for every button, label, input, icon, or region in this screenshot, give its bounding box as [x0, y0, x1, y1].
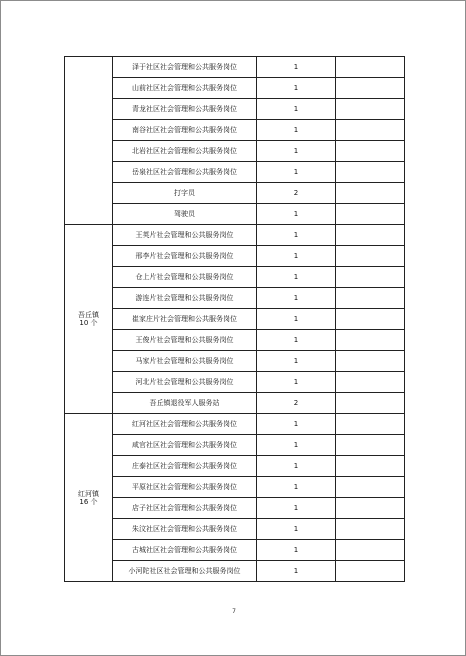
- remarks-cell: [336, 456, 405, 477]
- post-count-cell: 1: [257, 57, 336, 78]
- table-row: [65, 246, 405, 267]
- post-name-cell: 青龙社区社会管理和公共服务岗位: [113, 99, 257, 120]
- table-row: [65, 372, 405, 393]
- remarks-cell: [336, 393, 405, 414]
- table-row: [65, 99, 405, 120]
- remarks-cell: [336, 267, 405, 288]
- post-name-cell: 打字员: [113, 183, 257, 204]
- positions-table-body: [65, 57, 405, 582]
- remarks-cell: [336, 78, 405, 99]
- post-name-cell: 邢李片社会管理和公共服务岗位: [113, 246, 257, 267]
- table-row: [65, 78, 405, 99]
- remarks-cell: [336, 561, 405, 582]
- table-row: [65, 351, 405, 372]
- remarks-cell: [336, 141, 405, 162]
- remarks-cell: [336, 246, 405, 267]
- post-name-cell: 河北片社会管理和公共服务岗位: [113, 372, 257, 393]
- post-count-cell: 1: [257, 204, 336, 225]
- post-name-cell: 吾丘镇退役军人服务站: [113, 393, 257, 414]
- post-count-cell: 1: [257, 162, 336, 183]
- post-name-cell: 泽于社区社会管理和公共服务岗位: [113, 57, 257, 78]
- remarks-cell: [336, 162, 405, 183]
- post-name-cell: 朱汶社区社会管理和公共服务岗位: [113, 519, 257, 540]
- post-count-cell: 1: [257, 141, 336, 162]
- remarks-cell: [336, 57, 405, 78]
- town-total: 10 个: [79, 319, 98, 327]
- table-row: [65, 204, 405, 225]
- town-cell: [65, 225, 113, 414]
- post-name-cell: 平原社区社会管理和公共服务岗位: [113, 477, 257, 498]
- town-name: 红河镇: [78, 489, 99, 498]
- table-row: [65, 540, 405, 561]
- remarks-cell: [336, 519, 405, 540]
- post-count-cell: 1: [257, 456, 336, 477]
- post-name-cell: 马家片社会管理和公共服务岗位: [113, 351, 257, 372]
- remarks-cell: [336, 120, 405, 141]
- remarks-cell: [336, 477, 405, 498]
- post-count-cell: 1: [257, 414, 336, 435]
- table-row: [65, 288, 405, 309]
- remarks-cell: [336, 225, 405, 246]
- table-row: [65, 330, 405, 351]
- post-count-cell: 1: [257, 78, 336, 99]
- remarks-cell: [336, 540, 405, 561]
- post-count-cell: 2: [257, 393, 336, 414]
- town-cell: [65, 57, 113, 225]
- post-name-cell: 王俊片社会管理和公共服务岗位: [113, 330, 257, 351]
- post-name-cell: 古城社区社会管理和公共服务岗位: [113, 540, 257, 561]
- table-row: [65, 456, 405, 477]
- post-count-cell: 1: [257, 372, 336, 393]
- remarks-cell: [336, 435, 405, 456]
- table-row: [65, 309, 405, 330]
- table-row: [65, 561, 405, 582]
- post-count-cell: 1: [257, 225, 336, 246]
- post-count-cell: 1: [257, 435, 336, 456]
- post-name-cell: 庄泰社区社会管理和公共服务岗位: [113, 456, 257, 477]
- table-row: [65, 57, 405, 78]
- remarks-cell: [336, 372, 405, 393]
- post-name-cell: 山前社区社会管理和公共服务岗位: [113, 78, 257, 99]
- remarks-cell: [336, 330, 405, 351]
- table-row: [65, 498, 405, 519]
- remarks-cell: [336, 351, 405, 372]
- remarks-cell: [336, 183, 405, 204]
- table-row: [65, 519, 405, 540]
- post-name-cell: 咸官社区社会管理和公共服务岗位: [113, 435, 257, 456]
- remarks-cell: [336, 288, 405, 309]
- post-count-cell: 1: [257, 246, 336, 267]
- town-cell: [65, 414, 113, 582]
- post-count-cell: 1: [257, 519, 336, 540]
- post-name-cell: 仓上片社会管理和公共服务岗位: [113, 267, 257, 288]
- remarks-cell: [336, 309, 405, 330]
- post-name-cell: 北岩社区社会管理和公共服务岗位: [113, 141, 257, 162]
- post-name-cell: 崔家庄片社会管理和公共服务岗位: [113, 309, 257, 330]
- town-name: 吾丘镇: [78, 311, 99, 319]
- post-name-cell: 王英片社会管理和公共服务岗位: [113, 225, 257, 246]
- table-row: [65, 477, 405, 498]
- table-row: [65, 183, 405, 204]
- table-row: [65, 267, 405, 288]
- table-row: [65, 225, 405, 246]
- post-name-cell: 小河陀社区社会管理和公共服务岗位: [113, 561, 257, 582]
- post-count-cell: 1: [257, 288, 336, 309]
- table-row: [65, 393, 405, 414]
- post-count-cell: 1: [257, 351, 336, 372]
- table-row: [65, 162, 405, 183]
- post-count-cell: 1: [257, 477, 336, 498]
- post-count-cell: 2: [257, 183, 336, 204]
- post-name-cell: 驾驶员: [113, 204, 257, 225]
- post-name-cell: 店子社区社会管理和公共服务岗位: [113, 498, 257, 519]
- table-row: [65, 141, 405, 162]
- post-count-cell: 1: [257, 309, 336, 330]
- remarks-cell: [336, 498, 405, 519]
- post-name-cell: 岳泉社区社会管理和公共服务岗位: [113, 162, 257, 183]
- table-row: [65, 414, 405, 435]
- post-count-cell: 1: [257, 99, 336, 120]
- post-count-cell: 1: [257, 498, 336, 519]
- remarks-cell: [336, 414, 405, 435]
- post-count-cell: 1: [257, 120, 336, 141]
- remarks-cell: [336, 204, 405, 225]
- table-row: [65, 120, 405, 141]
- post-name-cell: 游连片社会管理和公共服务岗位: [113, 288, 257, 309]
- post-count-cell: 1: [257, 561, 336, 582]
- post-count-cell: 1: [257, 267, 336, 288]
- town-total: 16 个: [79, 497, 98, 506]
- page-number: 7: [232, 608, 236, 615]
- table-row: [65, 435, 405, 456]
- post-name-cell: 南谷社区社会管理和公共服务岗位: [113, 120, 257, 141]
- positions-table: [64, 56, 405, 582]
- post-count-cell: 1: [257, 330, 336, 351]
- post-count-cell: 1: [257, 540, 336, 561]
- remarks-cell: [336, 99, 405, 120]
- post-name-cell: 红河社区社会管理和公共服务岗位: [113, 414, 257, 435]
